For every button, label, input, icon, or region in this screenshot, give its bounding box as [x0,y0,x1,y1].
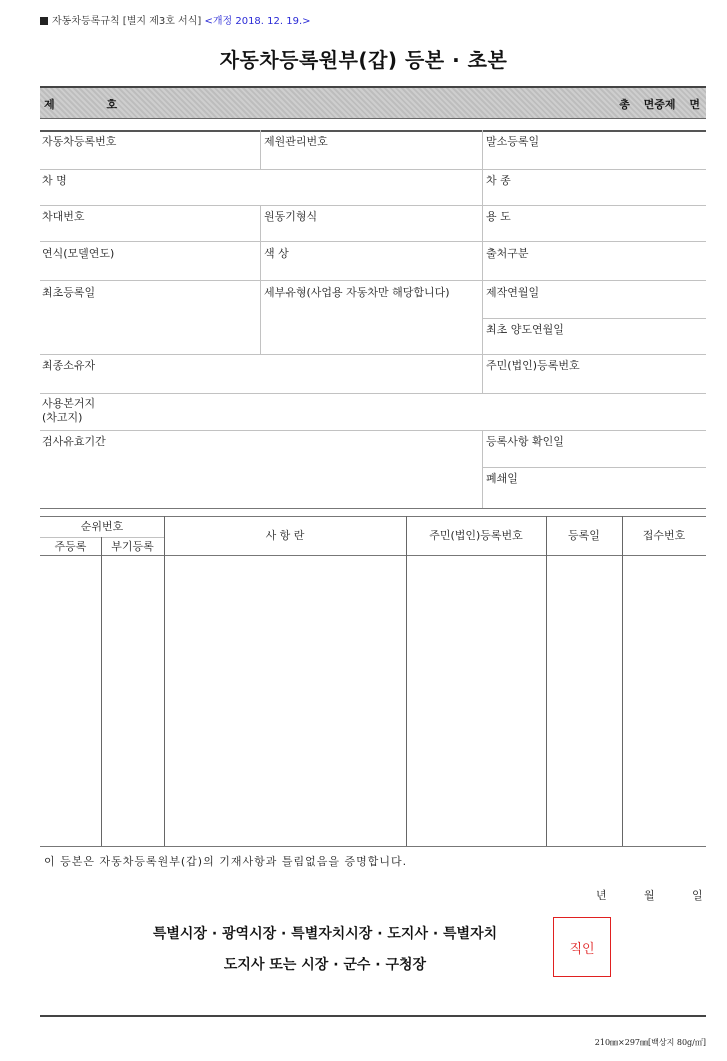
paper-spec: 210㎜×297㎜[백상지 80g/㎡] [594,1038,706,1047]
issuer-line-2: 도지사 또는 시장 · 군수 · 구청장 [223,957,427,973]
first-transfer-date-label: 최초 양도연월일 [486,323,564,336]
table-col-divider [546,516,547,846]
regulation-caption: 자동차등록규칙 [별지 제3호 서식] <개정 2018. 12. 19.> [40,12,311,27]
official-seal-box: 직인 [553,917,611,977]
receipt-number-header: 접수번호 [642,529,686,542]
footer-rule [40,1015,706,1017]
table-col-divider [164,516,165,846]
final-owner-label: 최종소유자 [42,359,96,372]
form-bottom-border [40,508,706,509]
main-registration-header: 주등록 [54,540,87,553]
square-bullet-icon [40,17,48,25]
inspection-period-label: 검사유효기간 [42,435,106,448]
sub-registration-header: 부기등록 [111,540,154,553]
year-label: 년 [596,889,607,902]
day-label: 일 [692,889,703,902]
form-top-border [40,130,706,132]
rank-number-header: 순위번호 [80,520,124,533]
issuer-line-1: 특별시장 · 광역시장 · 특별자치시장 · 도지사 · 특별자치 [152,926,498,942]
usage-label: 용 도 [486,210,511,223]
form-row-divider [40,169,706,170]
document-title: 자동차등록원부(갑) 등본 · 초본 [219,48,508,72]
registration-number-label: 자동차등록번호 [42,135,117,148]
number-band [40,86,706,119]
form-row-divider [40,354,706,355]
vin-label: 차대번호 [42,210,85,223]
engine-model-label: 원동기형식 [264,210,318,223]
month-label: 월 [644,889,655,902]
form-col-divider [260,130,261,169]
items-header: 사 항 란 [265,529,305,542]
revision-note: <개정 2018. 12. 19.> [204,16,311,27]
page-count-label: 총 면중제 면 [619,98,700,111]
manufacture-date-label: 제작연월일 [486,286,540,299]
table-header-bottom [40,555,706,556]
resident-id-label: 주민(법인)등록번호 [486,359,580,372]
resident-id-header: 주민(법인)등록번호 [429,529,523,542]
model-year-label: 연식(모델연도) [42,247,115,260]
garage-label: (차고지) [42,411,83,424]
table-col-divider [406,516,407,846]
table-top-border [40,516,706,517]
document-number-label: 제 호 [44,98,118,111]
form-row-divider [40,393,706,394]
form-row-divider [482,318,706,319]
registration-date-header: 등록일 [568,529,600,542]
form-row-divider [40,280,706,281]
car-type-label: 차 종 [486,174,511,187]
table-bottom-border [40,846,706,847]
base-location-label: 사용본거지 [42,397,96,410]
confirmation-date-label: 등록사항 확인일 [486,435,564,448]
certification-statement: 이 등본은 자동차등록원부(갑)의 기재사항과 틀림없음을 증명합니다. [44,855,408,868]
source-type-label: 출처구분 [486,247,529,260]
form-row-divider [40,430,706,431]
detail-type-label: 세부유형(사업용 자동차만 해당합니다) [264,286,450,299]
form-col-divider [260,205,261,354]
first-registration-date-label: 최초등록일 [42,286,96,299]
table-col-divider [622,516,623,846]
spec-management-number-label: 제원관리번호 [264,135,328,148]
car-name-label: 차 명 [42,174,67,187]
closure-date-label: 폐쇄일 [486,472,518,485]
form-row-divider [482,467,706,468]
form-col-divider [482,430,483,508]
form-row-divider [40,241,706,242]
table-col-divider [101,537,102,846]
table-subheader-divider [40,537,164,538]
form-col-divider [482,130,483,393]
form-row-divider [40,205,706,206]
cancellation-date-label: 말소등록일 [486,135,540,148]
color-label: 색 상 [264,247,289,260]
